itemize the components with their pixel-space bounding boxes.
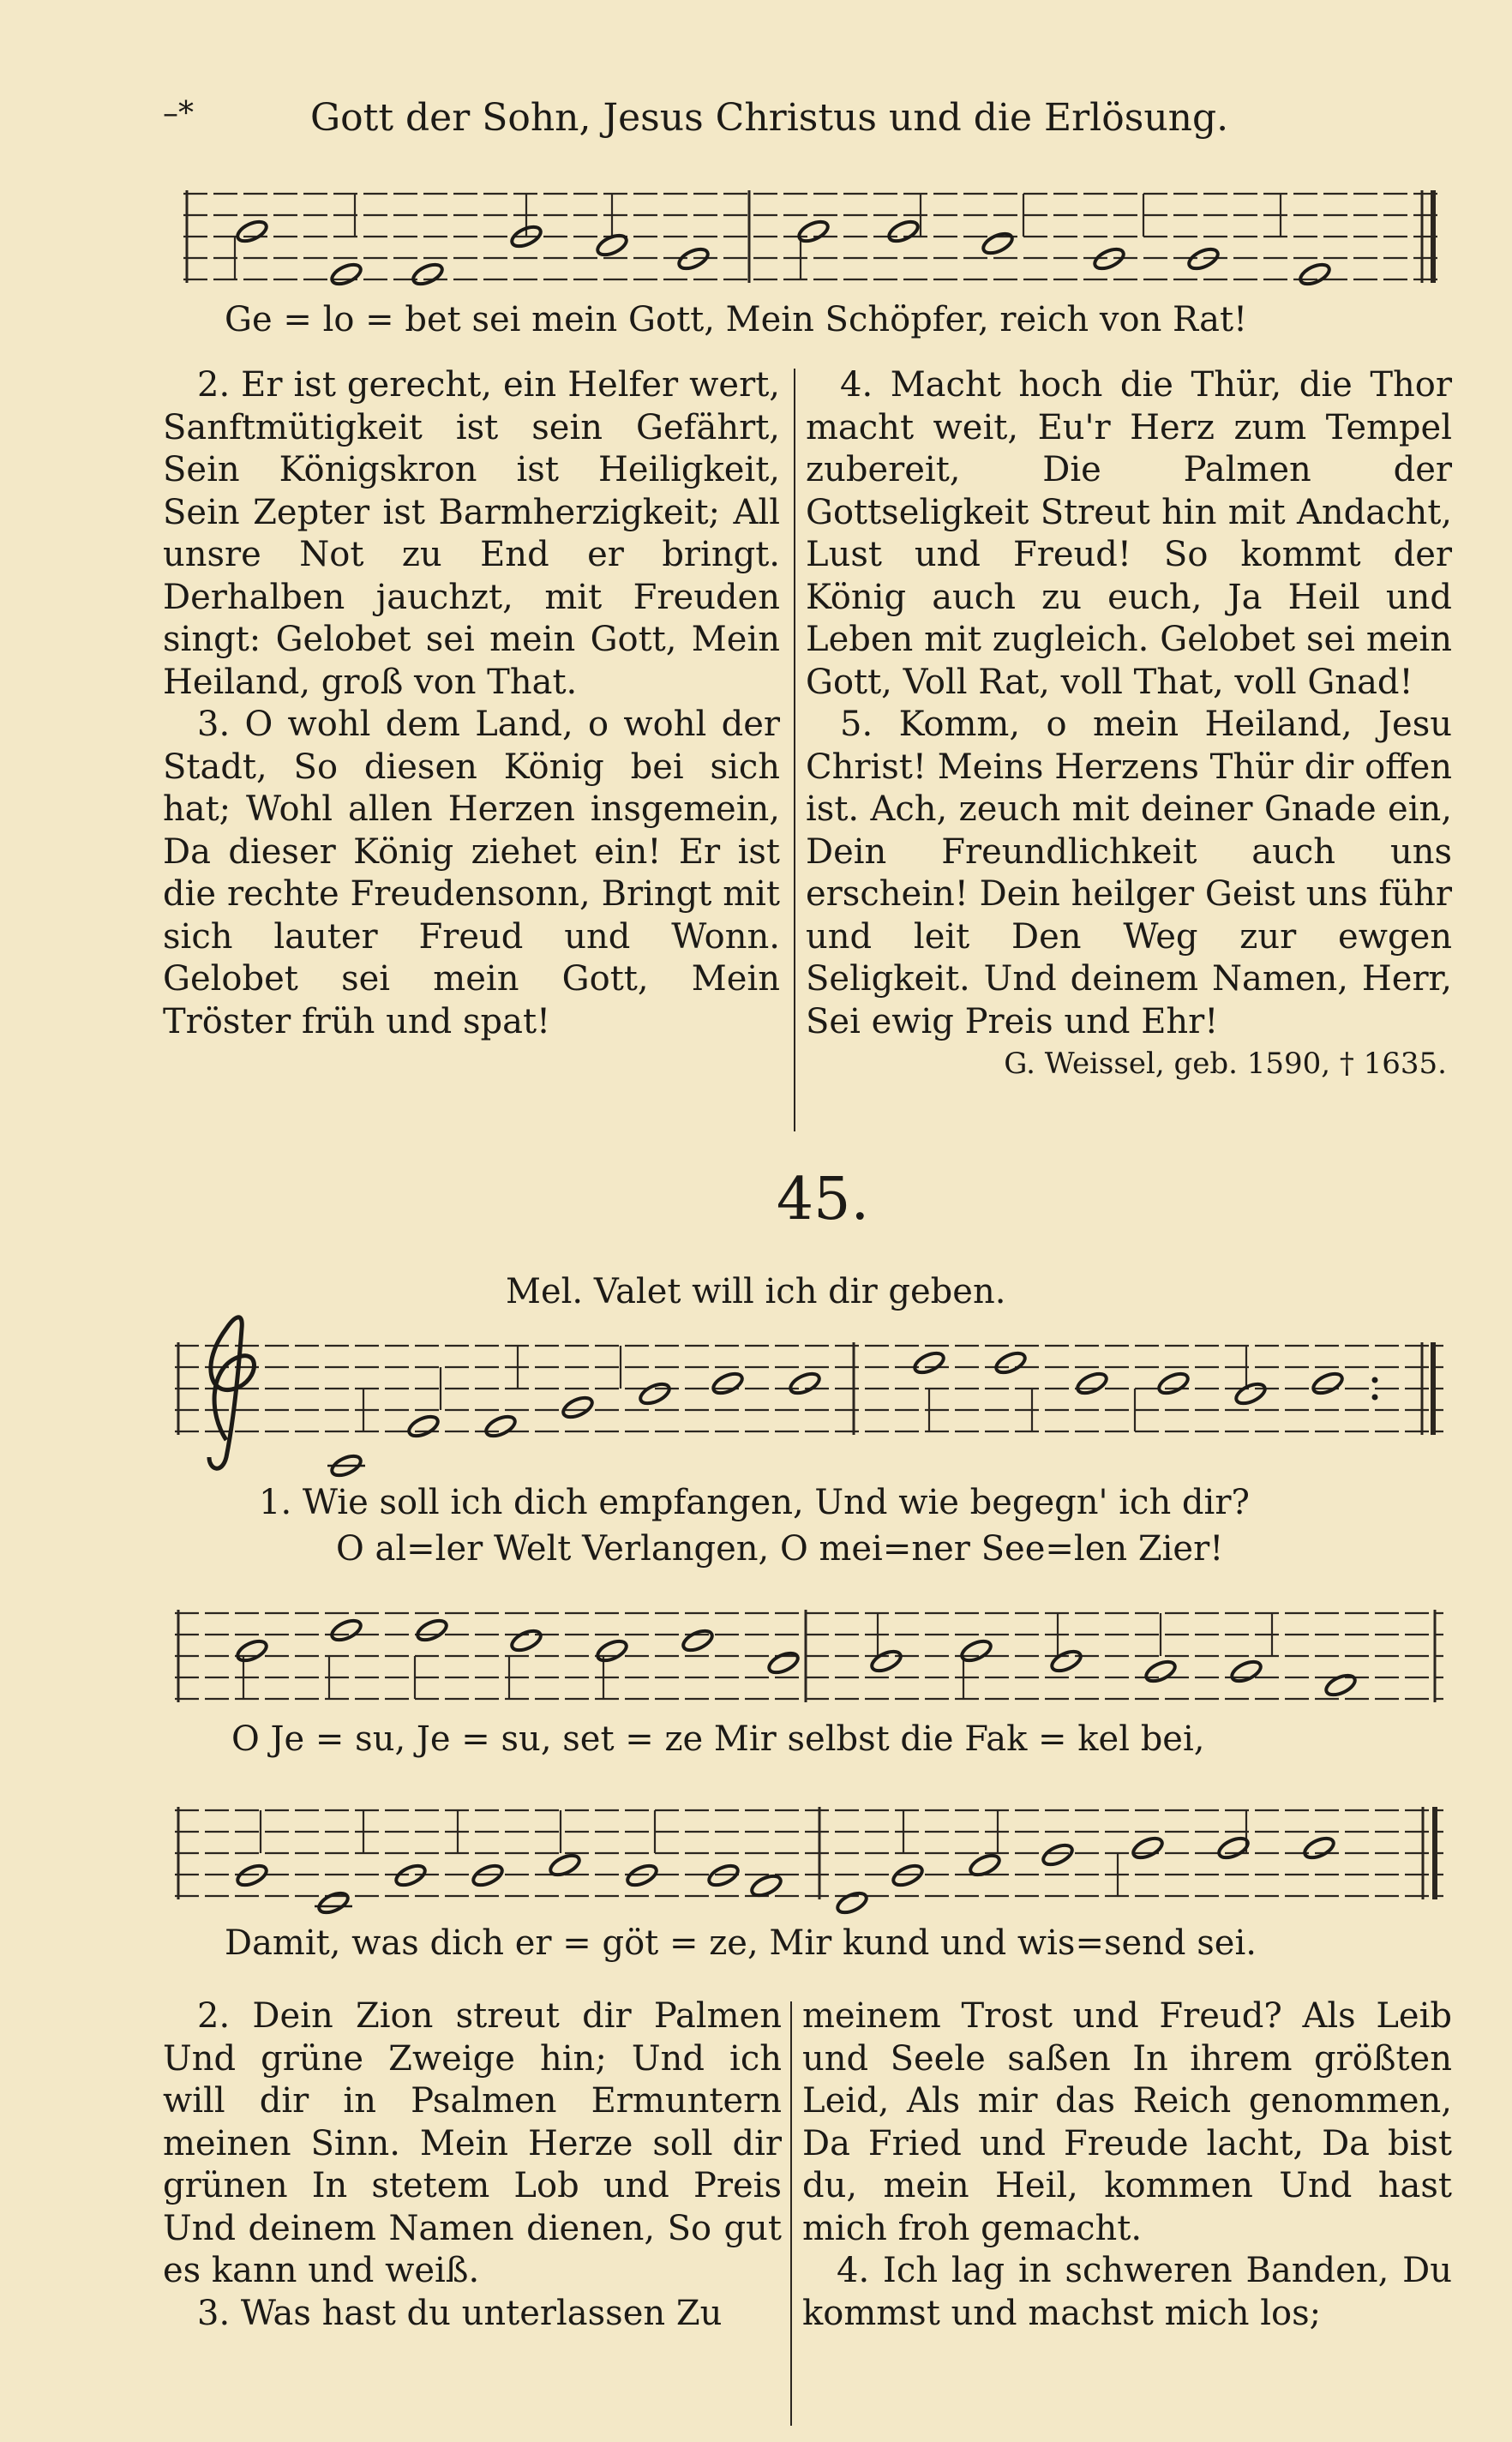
melody-note: Mel. Valet will ich dir geben. [506, 1272, 1006, 1311]
verse-3-continued: meinem Trost und Freud? Als Leib und Seele saßen In ihrem größten Leid, Als mir das Reich genommen, Da Fried und Freude lacht, Da bist du, mein Heil, kommen Und hast mich froh gemacht. [802, 1996, 1452, 2248]
hymn45-left-column [163, 1995, 782, 2335]
staff-3-lyric: O Je = su, Je = su, set = ze Mir selbst die Fak = kel bei, [231, 1719, 1205, 1759]
verse-4: 4. Macht hoch die Thür, die Thor macht weit, Eu'r Herz zum Tempel zubereit, Die Palmen der Gottseligkeit Streut hin mit Andacht, Lust und Freud! So kommt der König auch zu euch, Ja Heil und Leben mit zugleich. Gelobet sei mein Gott, Voll Rat, voll That, voll Gnad! [806, 365, 1452, 702]
music-staff-2 [175, 1311, 1443, 1483]
column-divider-2 [790, 2001, 792, 2426]
verse-2: 2. Er ist gerecht, ein Helfer wert, Sanftmütigkeit ist sein Gefährt, Sein Königskron ist Heiligkeit, Sein Zepter ist Barmherzigkeit; All unsre Not zu End er bringt. Derhalben jauchzt, mit Freuden singt: Gelobet sei mein Gott, Mein Heiland, groß von That. [163, 365, 780, 702]
verse-3: 3. O wohl dem Land, o wohl der Stadt, So diesen König bei sich hat; Wohl allen Herzen insgemein, Da dieser König ziehet ein! Er ist die rechte Freudensonn, Bringt mit sich lauter Freud und Wonn. Gelobet sei mein Gott, Mein Tröster früh und spat! [163, 705, 780, 1041]
verse-2: 2. Dein Zion streut dir Palmen Und grüne Zweige hin; Und ich will dir in Psalmen Ermuntern meinen Sinn. Mein Herze soll dir grünen In stetem Lob und Preis Und deinem Namen dienen, So gut es kann und weiß. [163, 1996, 782, 2290]
column-divider-1 [794, 369, 795, 1131]
page-mark: –* [163, 96, 194, 131]
verse-4: 4. Ich lag in schweren Banden, Du kommst und machst mich los; [802, 2251, 1452, 2333]
page-title: Gott der Sohn, Jesus Christus und die Erlösung. [310, 96, 1229, 140]
staff-4-lyric: Damit, was dich er = göt = ze, Mir kund und wis=send sei. [225, 1923, 1257, 1963]
verse-5: 5. Komm, o mein Heiland, Jesu Christ! Meins Herzens Thür dir offen ist. Ach, zeuch mit deiner Gnade ein, Dein Freundlichkeit auch uns erschein! Dein heilger Geist uns führ und leit Den Weg zur ewgen Seligkeit. Und deinem Namen, Herr, Sei ewig Preis und Ehr! [806, 705, 1452, 1041]
music-staff-4 [175, 1800, 1443, 1920]
music-staff-3 [175, 1603, 1443, 1714]
hymn45-right-column [802, 1995, 1452, 2335]
verse-3: 3. Was hast du unterlassen Zu [197, 2293, 723, 2333]
hymn44-author: G. Weissel, geb. 1590, † 1635. [1004, 1047, 1447, 1081]
music-staff-1 [183, 183, 1443, 295]
treble-clef-icon [209, 1317, 255, 1468]
staff-1-lyric: Ge = lo = bet sei mein Gott, Mein Schöpfer, reich von Rat! [225, 300, 1248, 339]
hymn44-left-column [163, 364, 780, 1043]
hymn-number: 45. [776, 1166, 870, 1233]
staff-2-lyric-line-1: 1. Wie soll ich dich empfangen, Und wie begegn' ich dir? [259, 1483, 1250, 1522]
staff-2-lyric-line-2: O al=ler Welt Verlangen, O mei=ner See=len Zier! [336, 1529, 1224, 1569]
hymn44-right-column [806, 364, 1452, 1086]
